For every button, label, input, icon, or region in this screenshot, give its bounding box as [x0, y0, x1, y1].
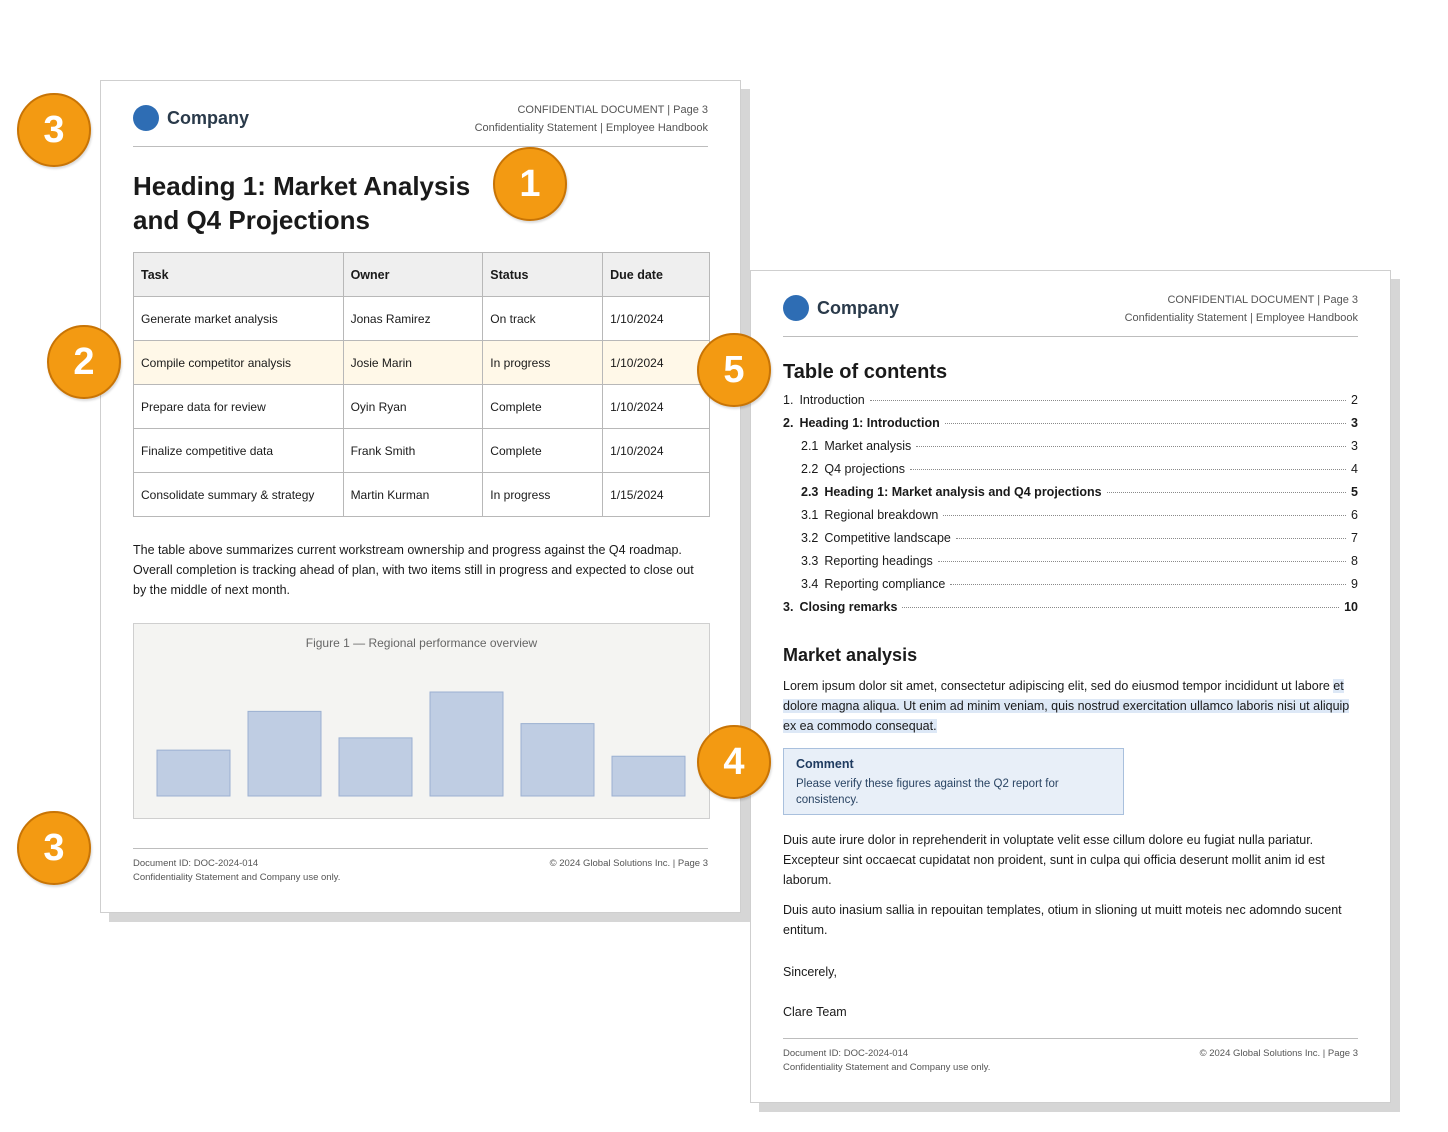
table-row-highlighted: [134, 341, 710, 385]
toc-leader-dots: [938, 561, 1346, 562]
callout-badge-1: 1: [493, 147, 567, 221]
toc-entry-label: Closing remarks: [799, 600, 898, 614]
section-title: Market analysis: [783, 645, 918, 665]
figure-bar: [521, 724, 594, 796]
cell-status: Complete: [483, 429, 603, 473]
page-header: [783, 291, 1358, 337]
callout-badge-2: 2: [47, 325, 121, 399]
toc-entry[interactable]: [783, 577, 1358, 597]
cell-owner: Oyin Ryan: [343, 385, 483, 429]
cell-status: In progress: [483, 341, 603, 385]
toc-entry-number: 2.2: [801, 462, 819, 476]
callout-badge-3-bottom: 3: [17, 811, 91, 885]
title-line-2: and Q4 Projections: [133, 205, 370, 235]
closing-salutation: Sincerely,: [783, 965, 837, 979]
toc-leader-dots: [945, 423, 1346, 424]
toc-entry[interactable]: [783, 439, 1358, 459]
comment-box[interactable]: [783, 748, 1124, 815]
header-meta: [1125, 291, 1358, 327]
toc-leader-dots: [943, 515, 1346, 516]
toc-entry[interactable]: [783, 416, 1358, 436]
toc-entry-label: Heading 1: Introduction: [799, 416, 940, 430]
footer-confidentiality: Confidentiality Statement and Company use only.: [133, 872, 341, 883]
toc-entry-label: Introduction: [799, 393, 865, 407]
toc-entry-page: 4: [1351, 462, 1358, 476]
callout-badge-3-top: 3: [17, 93, 91, 167]
toc-entry-page: 6: [1351, 508, 1358, 522]
highlighted-text[interactable]: et dolore magna aliqua. Ut enim ad minim veniam, quis nostrud exercitation ullamco laboris nisi ut aliquip ex ea commodo consequat.: [783, 679, 1350, 733]
comment-title: Comment: [796, 757, 854, 771]
figure-chart: [133, 623, 710, 819]
toc-entry-number: 1.: [783, 393, 794, 407]
header-confidential: CONFIDENTIAL DOCUMENT | Page 3: [1167, 294, 1358, 306]
footer-copyright: © 2024 Global Solutions Inc. | Page 3: [549, 858, 708, 869]
toc-entry-number: 3.2: [801, 531, 819, 545]
toc-entry-label: Q4 projections: [824, 462, 905, 476]
cell-task: Finalize competitive data: [134, 429, 344, 473]
cell-owner: Josie Marin: [343, 341, 483, 385]
toc-entry[interactable]: [783, 393, 1358, 413]
toc-leader-dots: [916, 446, 1346, 447]
document-page-2: [750, 270, 1391, 1103]
logo-circle-icon: [783, 295, 809, 321]
toc-entry-label: Competitive landscape: [824, 531, 951, 545]
cell-owner: Jonas Ramirez: [343, 297, 483, 341]
toc-entry-label: Market analysis: [824, 439, 912, 453]
toc-entry-page: 9: [1351, 577, 1358, 591]
figure-bar: [339, 738, 412, 796]
toc-leader-dots: [870, 400, 1346, 401]
summary-paragraph: The table above summarizes current workstream ownership and progress against the Q4 roadmap. Overall completion is tracking ahead of plan, with two items still in progress and expected to close out by the middle of next month.: [133, 543, 694, 597]
toc-entry-page: 8: [1351, 554, 1358, 568]
company-logo: [133, 105, 249, 131]
toc-entry-number: 2.1: [801, 439, 819, 453]
toc-leader-dots: [910, 469, 1346, 470]
cell-owner: Frank Smith: [343, 429, 483, 473]
toc-entry-page: 3: [1351, 416, 1358, 430]
comment-body: Please verify these figures against the Q2 report for consistency.: [796, 778, 1059, 806]
toc-entry-number: 3.: [783, 600, 794, 614]
signature: Clare Team: [783, 1005, 847, 1019]
task-table: [133, 252, 710, 517]
table-row: [134, 297, 710, 341]
table-header-row: [134, 253, 710, 297]
figure-bar: [248, 711, 321, 796]
callout-badge-5: 5: [697, 333, 771, 407]
toc-entry-label: Heading 1: Market analysis and Q4 projections: [824, 485, 1102, 499]
toc-entry-page: 2: [1351, 393, 1358, 407]
cell-due-date: 1/10/2024: [603, 429, 710, 473]
footer-document-id: Document ID: DOC-2024-014: [783, 1048, 909, 1059]
cell-task: Compile competitor analysis: [134, 341, 344, 385]
company-name: Company: [817, 297, 900, 318]
cell-task: Prepare data for review: [134, 385, 344, 429]
cell-due-date: 1/10/2024: [603, 297, 710, 341]
title-line-1: Heading 1: Market Analysis: [133, 171, 471, 201]
footer-confidentiality: Confidentiality Statement and Company use only.: [783, 1062, 991, 1073]
header-confidential: CONFIDENTIAL DOCUMENT | Page 3: [517, 104, 708, 116]
company-name: Company: [167, 107, 250, 128]
document-page-1: [100, 80, 741, 913]
cell-status: In progress: [483, 473, 603, 517]
cell-status: On track: [483, 297, 603, 341]
section-paragraph-3: Duis auto inasium sallia in repouitan templates, otium in slioning ut muitt moteis nec adomndo sucent entitum.: [783, 903, 1342, 937]
toc-entry-page: 3: [1351, 439, 1358, 453]
footer-copyright: © 2024 Global Solutions Inc. | Page 3: [1199, 1048, 1358, 1059]
cell-due-date: 1/15/2024: [603, 473, 710, 517]
cell-task: Consolidate summary & strategy: [134, 473, 344, 517]
header-meta: [475, 101, 708, 137]
figure-bar: [612, 756, 685, 796]
toc-leader-dots: [956, 538, 1346, 539]
paragraph-text: Lorem ipsum dolor sit amet, consectetur adipiscing elit, sed do eiusmod tempor incididunt ut labore: [783, 679, 1334, 693]
toc-entry-number: 2.3: [801, 485, 819, 499]
toc-leader-dots: [1107, 492, 1346, 493]
toc-entry-page: 7: [1351, 531, 1358, 545]
toc-title: Table of contents: [783, 361, 948, 383]
cell-due-date: 1/10/2024: [603, 341, 710, 385]
company-logo: [783, 295, 899, 321]
page-header: [133, 101, 708, 147]
cell-task: Generate market analysis: [134, 297, 344, 341]
header-statement: Confidentiality Statement | Employee Handbook: [1124, 312, 1358, 324]
toc-entry-number: 3.1: [801, 508, 819, 522]
toc-entry[interactable]: [783, 485, 1358, 505]
toc-entry[interactable]: [783, 508, 1358, 528]
cell-due-date: 1/10/2024: [603, 385, 710, 429]
cell-status: Complete: [483, 385, 603, 429]
toc-entry[interactable]: [783, 600, 1358, 620]
toc-entry[interactable]: [783, 554, 1358, 574]
toc-entry-number: 3.3: [801, 554, 819, 568]
column-header-owner: Owner: [343, 253, 483, 297]
column-header-due-date: Due date: [603, 253, 710, 297]
toc-entry-label: Regional breakdown: [824, 508, 939, 522]
figure-bars: [134, 624, 709, 818]
toc-entry[interactable]: [783, 462, 1358, 482]
toc-entry-label: Reporting compliance: [824, 577, 946, 591]
cell-owner: Martin Kurman: [343, 473, 483, 517]
table-row: [134, 473, 710, 517]
figure-bar: [430, 692, 503, 796]
toc-leader-dots: [950, 584, 1346, 585]
table-row: [134, 385, 710, 429]
figure-bar: [157, 750, 230, 796]
toc-entry-page: 10: [1344, 600, 1358, 614]
column-header-status: Status: [483, 253, 603, 297]
toc-entry[interactable]: [783, 531, 1358, 551]
footer-document-id: Document ID: DOC-2024-014: [133, 858, 259, 869]
section-paragraph-2: Duis aute irure dolor in reprehenderit in voluptate velit esse cillum dolore eu fugiat nulla pariatur. Excepteur sint occaecat cupidatat non proident, sunt in culpa qui officia deserunt mollit anim id est laborum.: [783, 833, 1325, 887]
toc-entry-page: 5: [1351, 485, 1358, 499]
page-footer: [133, 848, 708, 883]
table-row: [134, 429, 710, 473]
toc-leader-dots: [902, 607, 1339, 608]
toc-entry-number: 3.4: [801, 577, 819, 591]
logo-circle-icon: [133, 105, 159, 131]
figure-caption: Figure 1 — Regional performance overview: [305, 636, 538, 650]
page-title: [133, 169, 513, 237]
callout-badge-4: 4: [697, 725, 771, 799]
page-footer: [783, 1038, 1358, 1073]
section-paragraph-1: [783, 676, 1360, 736]
column-header-task: Task: [134, 253, 344, 297]
header-statement: Confidentiality Statement | Employee Handbook: [474, 122, 708, 134]
toc-entry-number: 2.: [783, 416, 794, 430]
toc-entry-label: Reporting headings: [824, 554, 933, 568]
